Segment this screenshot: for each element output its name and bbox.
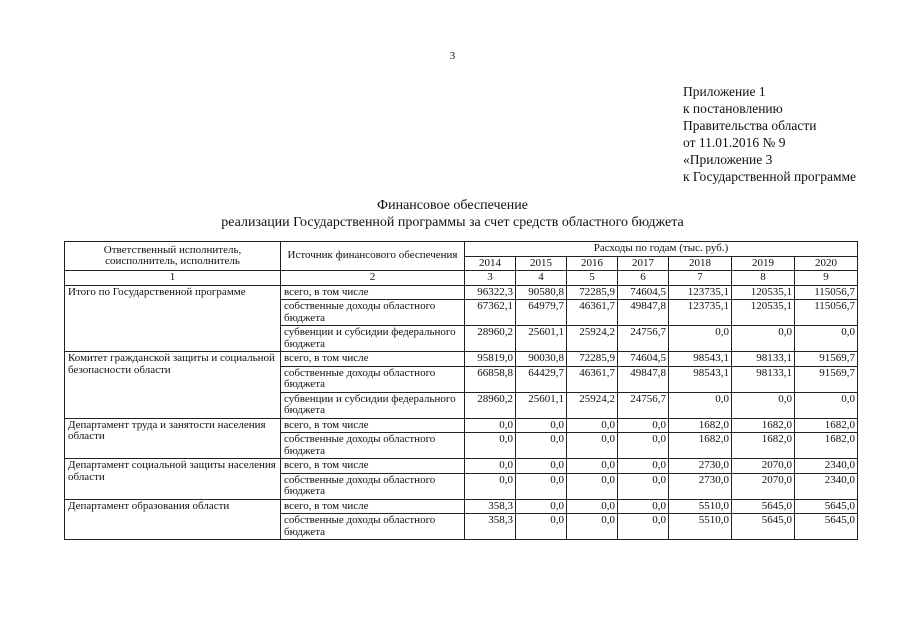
executor-cell: Департамент социальной защиты населения области [65, 459, 281, 500]
value-cell: 46361,7 [567, 300, 618, 326]
column-number: 9 [795, 271, 858, 286]
table-row [65, 418, 858, 433]
value-cell: 0,0 [516, 499, 567, 514]
value-cell: 98543,1 [669, 352, 732, 367]
value-cell: 91569,7 [795, 352, 858, 367]
value-cell: 0,0 [567, 499, 618, 514]
column-number: 5 [567, 271, 618, 286]
value-cell: 64429,7 [516, 366, 567, 392]
value-cell: 123735,1 [669, 285, 732, 300]
value-cell: 91569,7 [795, 366, 858, 392]
value-cell: 0,0 [732, 392, 795, 418]
value-cell: 90580,8 [516, 285, 567, 300]
appendix-line: Приложение 1 [683, 84, 766, 99]
value-cell: 0,0 [669, 392, 732, 418]
executor-cell: Департамент труда и занятости населения области [65, 418, 281, 459]
value-cell: 5645,0 [732, 514, 795, 540]
value-cell: 0,0 [618, 514, 669, 540]
value-cell: 123735,1 [669, 300, 732, 326]
appendix-line: Правительства области [683, 118, 817, 133]
value-cell: 0,0 [669, 326, 732, 352]
column-number: 2 [281, 271, 465, 286]
value-cell: 5510,0 [669, 514, 732, 540]
header-year: 2018 [669, 256, 732, 271]
column-number: 4 [516, 271, 567, 286]
source-cell: всего, в том числе [281, 418, 465, 433]
source-cell: всего, в том числе [281, 499, 465, 514]
value-cell: 5645,0 [732, 499, 795, 514]
header-expenses: Расходы по годам (тыс. руб.) [465, 242, 858, 257]
source-cell: всего, в том числе [281, 459, 465, 474]
executor-cell: Комитет гражданской защиты и социальной безопасности области [65, 352, 281, 419]
source-cell: субвенции и субсидии федерального бюджета [281, 392, 465, 418]
appendix-line: к Государственной программе [683, 169, 857, 184]
value-cell: 0,0 [465, 418, 516, 433]
value-cell: 72285,9 [567, 352, 618, 367]
value-cell: 0,0 [567, 433, 618, 459]
value-cell: 67362,1 [465, 300, 516, 326]
appendix-line: «Приложение 3 [683, 152, 773, 167]
value-cell: 0,0 [618, 418, 669, 433]
value-cell: 0,0 [567, 459, 618, 474]
value-cell: 0,0 [516, 433, 567, 459]
value-cell: 358,3 [465, 499, 516, 514]
value-cell: 2730,0 [669, 473, 732, 499]
value-cell: 5645,0 [795, 514, 858, 540]
value-cell: 1682,0 [669, 433, 732, 459]
value-cell: 115056,7 [795, 285, 858, 300]
value-cell: 49847,8 [618, 300, 669, 326]
value-cell: 95819,0 [465, 352, 516, 367]
source-cell: собственные доходы областного бюджета [281, 366, 465, 392]
table-row [65, 352, 858, 367]
appendix-line: от 11.01.2016 № 9 [683, 135, 786, 150]
title-line-1: Финансовое обеспечение [377, 198, 528, 213]
value-cell: 120535,1 [732, 300, 795, 326]
value-cell: 120535,1 [732, 285, 795, 300]
header-year: 2019 [732, 256, 795, 271]
header-executor: Ответственный исполнитель, соисполнитель, исполнитель [65, 242, 281, 271]
value-cell: 98133,1 [732, 366, 795, 392]
value-cell: 0,0 [516, 459, 567, 474]
source-cell: всего, в том числе [281, 285, 465, 300]
value-cell: 5510,0 [669, 499, 732, 514]
value-cell: 96322,3 [465, 285, 516, 300]
value-cell: 24756,7 [618, 326, 669, 352]
header-year: 2015 [516, 256, 567, 271]
value-cell: 2070,0 [732, 459, 795, 474]
value-cell: 66858,8 [465, 366, 516, 392]
value-cell: 0,0 [465, 459, 516, 474]
column-number: 3 [465, 271, 516, 286]
value-cell: 2070,0 [732, 473, 795, 499]
table-body [65, 285, 858, 540]
value-cell: 0,0 [618, 473, 669, 499]
value-cell: 25601,1 [516, 326, 567, 352]
value-cell: 1682,0 [795, 418, 858, 433]
appendix-line: к постановлению [683, 101, 783, 116]
document-title [0, 197, 905, 231]
value-cell: 98543,1 [669, 366, 732, 392]
page-number: 3 [449, 50, 456, 62]
value-cell: 25924,2 [567, 392, 618, 418]
value-cell: 24756,7 [618, 392, 669, 418]
source-cell: собственные доходы областного бюджета [281, 300, 465, 326]
value-cell: 1682,0 [795, 433, 858, 459]
value-cell: 0,0 [618, 499, 669, 514]
value-cell: 46361,7 [567, 366, 618, 392]
column-number: 1 [65, 271, 281, 286]
value-cell: 358,3 [465, 514, 516, 540]
column-number: 8 [732, 271, 795, 286]
executor-cell: Итого по Государственной программе [65, 285, 281, 352]
value-cell: 2730,0 [669, 459, 732, 474]
value-cell: 0,0 [567, 514, 618, 540]
value-cell: 98133,1 [732, 352, 795, 367]
financing-table [64, 241, 858, 540]
value-cell: 5645,0 [795, 499, 858, 514]
value-cell: 0,0 [465, 433, 516, 459]
value-cell: 74604,5 [618, 285, 669, 300]
header-source: Источник финансового обеспечения [281, 242, 465, 271]
value-cell: 0,0 [567, 418, 618, 433]
value-cell: 115056,7 [795, 300, 858, 326]
value-cell: 0,0 [465, 473, 516, 499]
value-cell: 1682,0 [732, 418, 795, 433]
value-cell: 0,0 [618, 459, 669, 474]
title-line-2: реализации Государственной программы за счет средств областного бюджета [221, 215, 684, 230]
value-cell: 49847,8 [618, 366, 669, 392]
value-cell: 25601,1 [516, 392, 567, 418]
value-cell: 0,0 [795, 326, 858, 352]
value-cell: 90030,8 [516, 352, 567, 367]
value-cell: 2340,0 [795, 473, 858, 499]
value-cell: 74604,5 [618, 352, 669, 367]
header-year: 2014 [465, 256, 516, 271]
value-cell: 28960,2 [465, 326, 516, 352]
source-cell: всего, в том числе [281, 352, 465, 367]
header-year: 2016 [567, 256, 618, 271]
value-cell: 0,0 [516, 418, 567, 433]
value-cell: 64979,7 [516, 300, 567, 326]
value-cell: 0,0 [516, 514, 567, 540]
column-number: 7 [669, 271, 732, 286]
table-row [65, 459, 858, 474]
source-cell: собственные доходы областного бюджета [281, 433, 465, 459]
column-number: 6 [618, 271, 669, 286]
value-cell: 1682,0 [732, 433, 795, 459]
value-cell: 0,0 [567, 473, 618, 499]
table-row [65, 285, 858, 300]
appendix-block [683, 83, 856, 185]
source-cell: субвенции и субсидии федерального бюджета [281, 326, 465, 352]
value-cell: 1682,0 [669, 418, 732, 433]
table-row [65, 499, 858, 514]
header-year: 2020 [795, 256, 858, 271]
value-cell: 28960,2 [465, 392, 516, 418]
value-cell: 0,0 [732, 326, 795, 352]
source-cell: собственные доходы областного бюджета [281, 514, 465, 540]
value-cell: 0,0 [795, 392, 858, 418]
value-cell: 0,0 [516, 473, 567, 499]
value-cell: 72285,9 [567, 285, 618, 300]
source-cell: собственные доходы областного бюджета [281, 473, 465, 499]
executor-cell: Департамент образования области [65, 499, 281, 540]
value-cell: 25924,2 [567, 326, 618, 352]
header-year: 2017 [618, 256, 669, 271]
value-cell: 0,0 [618, 433, 669, 459]
value-cell: 2340,0 [795, 459, 858, 474]
